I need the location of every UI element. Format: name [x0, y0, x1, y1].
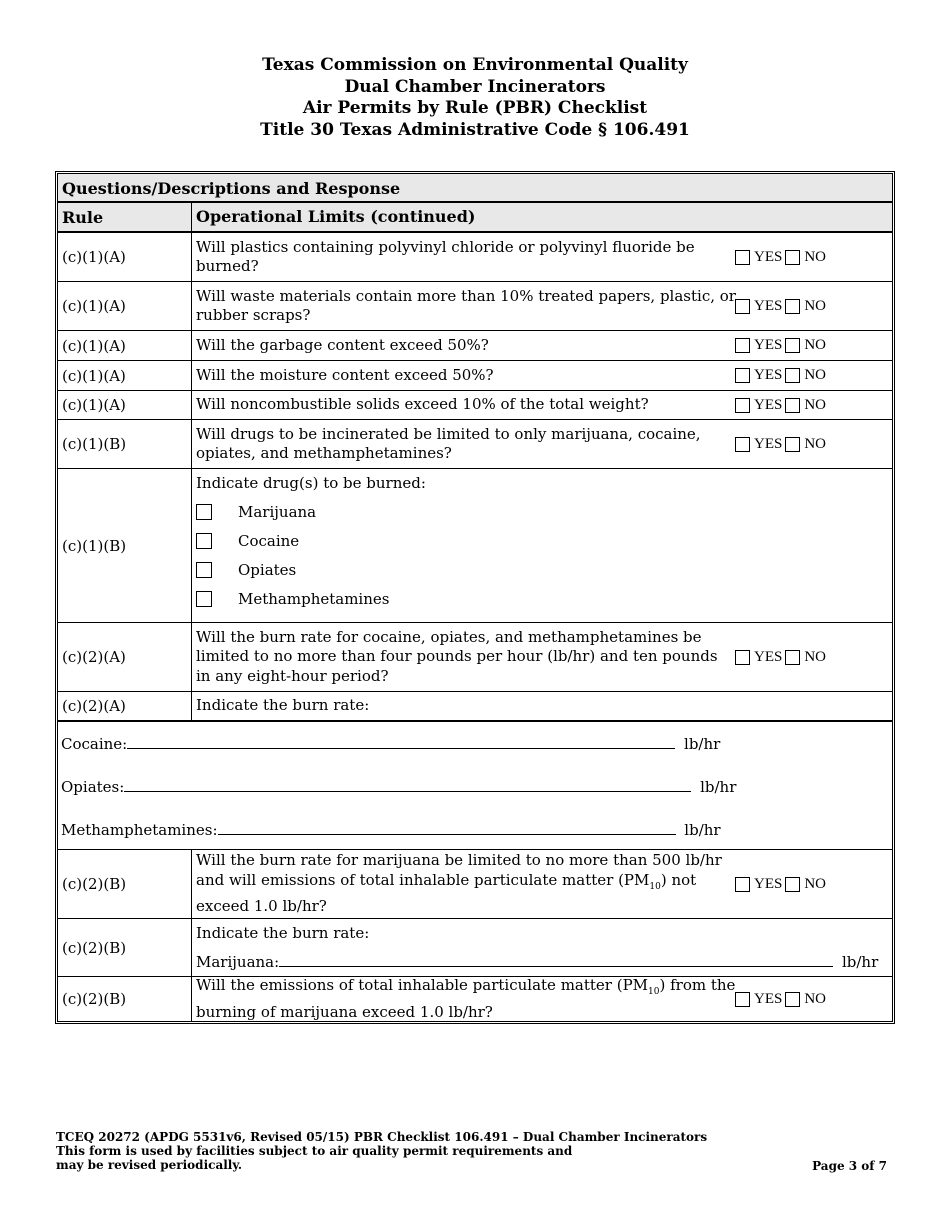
- question-text: Will the moisture content exceed 50%?: [196, 365, 494, 384]
- rule-cell: (c)(1)(A): [58, 233, 192, 281]
- question-row: [58, 623, 892, 692]
- question-row: [58, 233, 892, 282]
- rule-cell: (c)(1)(A): [58, 282, 192, 330]
- rate-fields-row: [58, 722, 892, 850]
- question-text: Will plastics containing polyvinyl chloride or polyvinyl fluoride be burned?: [196, 237, 695, 275]
- yes-no-group: [735, 391, 826, 419]
- no-checkbox[interactable]: [785, 338, 800, 353]
- subscript: 10: [648, 987, 660, 997]
- question-row: [58, 420, 892, 469]
- page-number: Page 3 of 7: [812, 1159, 887, 1173]
- opiates-label: Opiates:: [61, 778, 125, 796]
- cocaine-label: Cocaine:: [61, 735, 128, 753]
- yes-checkbox[interactable]: [735, 299, 750, 314]
- section-title: Questions/Descriptions and Response: [62, 179, 401, 198]
- header-subject: Dual Chamber Incinerators: [344, 76, 606, 97]
- drug-option-cocaine[interactable]: [196, 532, 299, 550]
- drug-label: Methamphetamines: [238, 590, 390, 608]
- indicate-rate-row: [58, 692, 892, 722]
- opiates-rate-field: [61, 777, 736, 796]
- question-row: [58, 331, 892, 361]
- yes-no-group: [735, 420, 826, 468]
- drug-option-methamphetamines[interactable]: [196, 590, 389, 608]
- rule-cell: (c)(1)(B): [58, 469, 192, 622]
- question-text: Will waste materials contain more than 10% treated papers, plastic, or rubber scraps?: [196, 286, 736, 324]
- yes-label: YES: [754, 396, 783, 413]
- column-header-row: [58, 203, 892, 233]
- question-text: [196, 850, 736, 918]
- drug-label: Cocaine: [238, 532, 300, 550]
- yes-checkbox[interactable]: [735, 338, 750, 353]
- no-checkbox[interactable]: [785, 368, 800, 383]
- yes-label: YES: [754, 337, 783, 353]
- drug-option-marijuana[interactable]: [196, 503, 316, 521]
- rule-cell: (c)(2)(B): [58, 977, 192, 1021]
- meth-rate-input[interactable]: [218, 820, 676, 835]
- rule-cell: (c)(1)(A): [58, 391, 192, 419]
- question-row: [58, 850, 892, 919]
- rule-cell: (c)(2)(A): [58, 623, 192, 691]
- question-row: [58, 391, 892, 420]
- no-checkbox[interactable]: [785, 992, 800, 1007]
- section-title-row: [58, 174, 892, 203]
- header-agency: Texas Commission on Environmental Quality: [262, 55, 688, 75]
- drug-label: Marijuana: [238, 503, 317, 521]
- drug-checkbox[interactable]: [196, 591, 212, 607]
- form-footer: [56, 1131, 707, 1172]
- unit-label: lb/hr: [684, 735, 721, 753]
- yes-label: YES: [754, 648, 783, 665]
- marijuana-label: Marijuana:: [196, 953, 280, 971]
- marijuana-rate-row: [58, 919, 892, 977]
- rule-cell: (c)(2)(B): [58, 850, 192, 918]
- unit-label: lb/hr: [700, 778, 737, 796]
- no-label: NO: [804, 648, 827, 665]
- question-row: [58, 282, 892, 331]
- question-row: [58, 361, 892, 391]
- question-text: Will noncombustible solids exceed 10% of the total weight?: [196, 395, 649, 414]
- yes-checkbox[interactable]: [735, 368, 750, 383]
- question-text: Will drugs to be incinerated be limited to only marijuana, cocaine, opiates, and methamphetamines?: [196, 424, 701, 462]
- rule-column-header: Rule: [58, 203, 192, 231]
- no-label: NO: [804, 367, 827, 383]
- question-text-part: ) not exceed 1.0 lb/hr?: [196, 870, 697, 916]
- footer-note: may be revised periodically.: [56, 1157, 243, 1172]
- yes-no-group: [735, 977, 826, 1021]
- question-text-part: Will the burn rate for marijuana be limited to no more than 500 lb/hr and will emissions of total inhalable particulate matter (PM: [196, 851, 722, 889]
- footer-note: This form is used by facilities subject to air quality permit requirements and: [56, 1143, 573, 1158]
- question-text: Will the garbage content exceed 50%?: [196, 335, 489, 354]
- question-text-part: Will the emissions of total inhalable particulate matter (PM: [196, 976, 649, 994]
- no-checkbox[interactable]: [785, 437, 800, 452]
- cocaine-rate-input[interactable]: [127, 734, 675, 749]
- rule-cell: (c)(2)(A): [58, 692, 192, 720]
- question-text: Will the burn rate for cocaine, opiates, and methamphetamines be limited to no more than four pounds per hour (lb/hr) and ten pounds in any eight-hour period?: [196, 627, 718, 685]
- yes-label: YES: [754, 990, 783, 1007]
- marijuana-rate-prompt: Indicate the burn rate:: [196, 924, 370, 942]
- rule-cell: (c)(1)(A): [58, 331, 192, 360]
- cocaine-rate-field: [61, 734, 720, 753]
- yes-no-group: [735, 282, 826, 330]
- no-checkbox[interactable]: [785, 398, 800, 413]
- yes-label: YES: [754, 297, 783, 314]
- yes-label: YES: [754, 248, 783, 265]
- no-label: NO: [804, 875, 827, 892]
- opiates-rate-input[interactable]: [124, 777, 691, 792]
- drug-checkbox[interactable]: [196, 504, 212, 520]
- yes-checkbox[interactable]: [735, 437, 750, 452]
- no-label: NO: [804, 435, 827, 452]
- no-label: NO: [804, 337, 827, 353]
- unit-label: lb/hr: [684, 821, 721, 839]
- no-checkbox[interactable]: [785, 299, 800, 314]
- yes-no-group: [735, 361, 826, 390]
- subscript: 10: [649, 881, 661, 892]
- drug-prompt: Indicate drug(s) to be burned:: [196, 474, 426, 492]
- yes-label: YES: [754, 435, 783, 452]
- yes-no-group: [735, 850, 826, 918]
- yes-checkbox[interactable]: [735, 877, 750, 892]
- footer-form-id: TCEQ 20272 (APDG 5531v6, Revised 05/15) PBR Checklist 106.491 – Dual Chamber Incinerators: [56, 1130, 708, 1144]
- unit-label: lb/hr: [841, 953, 879, 971]
- drug-selection-row: [58, 469, 892, 623]
- no-label: NO: [804, 396, 827, 413]
- header-code: Title 30 Texas Administrative Code § 106.491: [260, 119, 690, 140]
- no-checkbox[interactable]: [785, 650, 800, 665]
- question-text: [196, 977, 736, 1021]
- drug-checkbox[interactable]: [196, 533, 212, 549]
- document-header: [0, 55, 950, 141]
- no-label: NO: [804, 990, 827, 1007]
- no-checkbox[interactable]: [785, 250, 800, 265]
- yes-checkbox[interactable]: [735, 398, 750, 413]
- no-label: NO: [804, 297, 827, 314]
- yes-no-group: [735, 331, 826, 360]
- rule-cell: (c)(2)(B): [58, 919, 192, 976]
- header-checklist: Air Permits by Rule (PBR) Checklist: [302, 98, 648, 118]
- indicate-rate-text: Indicate the burn rate:: [196, 696, 370, 715]
- yes-label: YES: [754, 367, 783, 383]
- yes-checkbox[interactable]: [735, 250, 750, 265]
- description-column-header: Operational Limits (continued): [196, 207, 476, 227]
- question-row: [58, 977, 892, 1021]
- no-checkbox[interactable]: [785, 877, 800, 892]
- marijuana-rate-field: [196, 952, 878, 971]
- drug-option-opiates[interactable]: [196, 561, 296, 579]
- meth-label: Methamphetamines:: [61, 821, 218, 839]
- checklist-table: [55, 171, 895, 1024]
- yes-no-group: [735, 233, 826, 281]
- yes-no-group: [735, 623, 826, 691]
- drug-label: Opiates: [238, 561, 297, 579]
- rule-cell: (c)(1)(B): [58, 420, 192, 468]
- no-label: NO: [804, 248, 827, 265]
- yes-checkbox[interactable]: [735, 992, 750, 1007]
- marijuana-rate-input[interactable]: [279, 952, 833, 967]
- meth-rate-field: [61, 820, 721, 839]
- yes-label: YES: [754, 875, 783, 892]
- rule-cell: (c)(1)(A): [58, 361, 192, 390]
- question-text-part: ) from the burning of marijuana exceed 1.0 lb/hr?: [196, 976, 736, 1021]
- drug-checkbox[interactable]: [196, 562, 212, 578]
- yes-checkbox[interactable]: [735, 650, 750, 665]
